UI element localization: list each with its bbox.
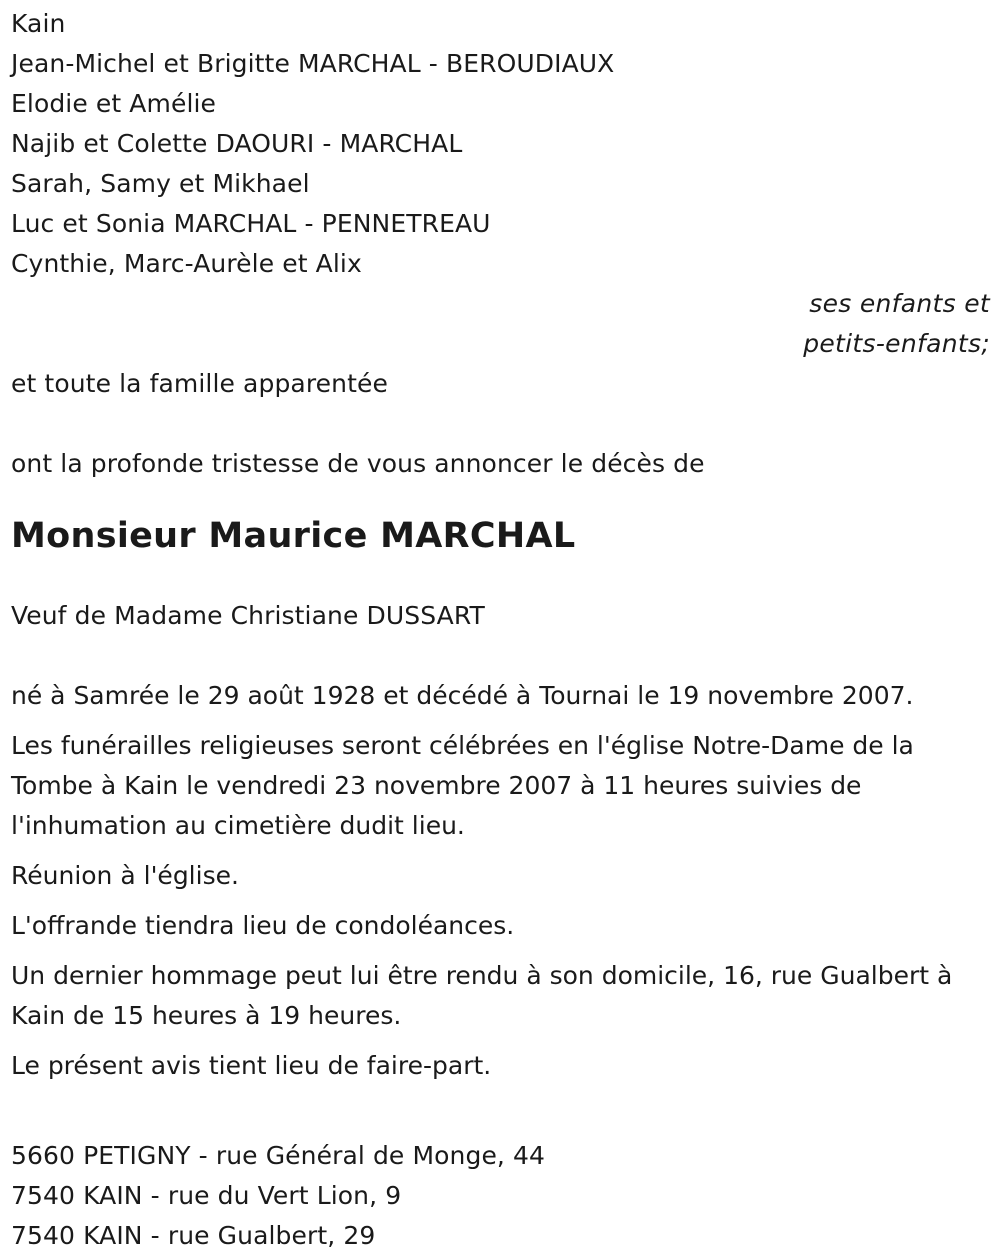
widower-of: Veuf de Madame Christiane DUSSART <box>11 601 485 630</box>
birth-death-dates: né à Samrée le 29 août 1928 et décédé à Tournai le 19 novembre 2007. <box>11 681 914 710</box>
extended-family: et toute la famille apparentée <box>11 369 388 398</box>
relationship-signature <box>11 284 990 364</box>
address-line: 7540 KAIN - rue du Vert Lion, 9 <box>11 1181 402 1210</box>
announcement-intro: ont la profonde tristesse de vous annoncer le décès de <box>11 449 705 478</box>
deceased-name: Monsieur Maurice MARCHAL <box>11 516 576 556</box>
family-line-couple: Jean-Michel et Brigitte MARCHAL - BEROUDIAUX <box>11 49 615 78</box>
address-line: 5660 PETIGNY - rue Général de Monge, 44 <box>11 1141 546 1170</box>
family-line-couple: Luc et Sonia MARCHAL - PENNETREAU <box>11 209 491 238</box>
tribute-details: Un dernier hommage peut lui être rendu à son domicile, 16, rue Gualbert à Kain de 15 heures à 19 heures. <box>11 961 953 1030</box>
funeral-details: Les funérailles religieuses seront célébrées en l'église Notre-Dame de la Tombe à Kain le vendredi 23 novembre 2007 à 11 heures suivies de l'inhumation au cimetière dudit lieu. <box>11 731 914 840</box>
family-line-children: Sarah, Samy et Mikhael <box>11 169 310 198</box>
family-line-couple: Najib et Colette DAOURI - MARCHAL <box>11 129 463 158</box>
family-list <box>11 4 990 284</box>
meeting-note: Réunion à l'église. <box>11 861 239 890</box>
relationship-line: petits-enfants; <box>803 329 990 358</box>
family-line-children: Cynthie, Marc-Aurèle et Alix <box>11 249 362 278</box>
family-line-children: Elodie et Amélie <box>11 89 217 118</box>
spacer <box>11 636 990 676</box>
notice-statement: Le présent avis tient lieu de faire-part. <box>11 1051 492 1080</box>
address-list <box>11 1136 990 1256</box>
family-line-location: Kain <box>11 9 66 38</box>
spacer <box>11 404 990 444</box>
offering-note: L'offrande tiendra lieu de condoléances. <box>11 911 515 940</box>
address-line: 7540 KAIN - rue Gualbert, 29 <box>11 1221 376 1250</box>
relationship-line: ses enfants et <box>809 289 990 318</box>
